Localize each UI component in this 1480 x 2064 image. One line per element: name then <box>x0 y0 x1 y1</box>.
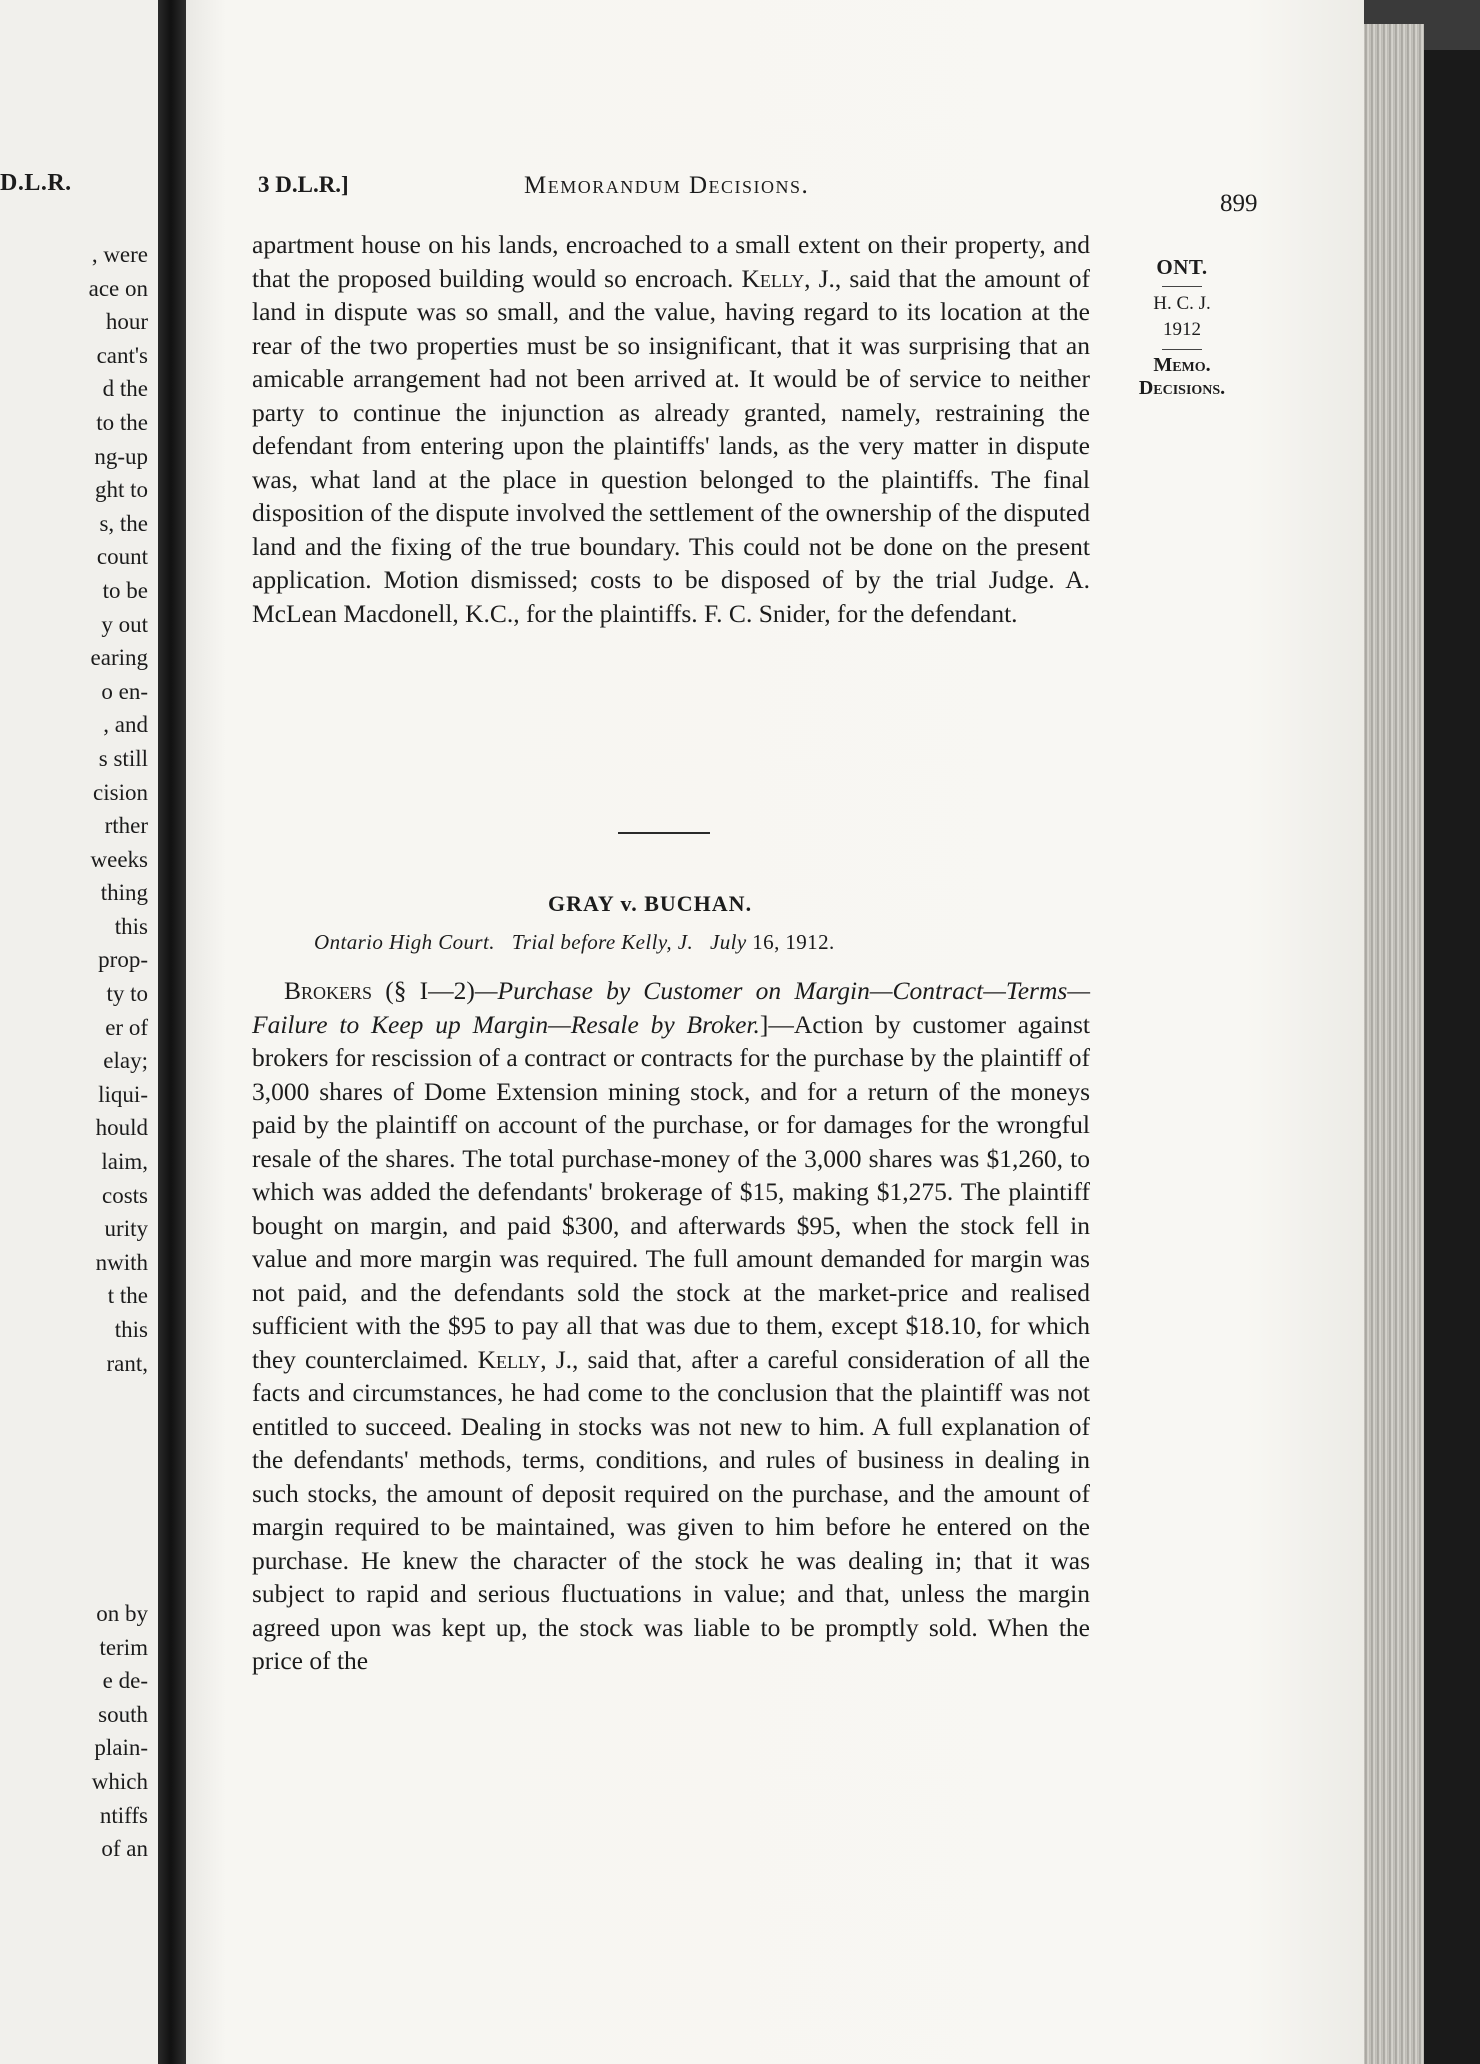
left-page-line: ght to <box>94 477 148 503</box>
continued-text-part2: , J., said that the amount of land in dispute was so small, and the value, having regard to its location at the rear of the two properties must be so insignificant, that it was surprising that an amicable arrangement had not been arrived at. It would be of service to neither party to continue the injunction as already granted, namely, restraining the defendant from entering upon the plaintiffs' lands, as the very matter in dispute was, what land at the place in question belonged to the plaintiffs. The final disposition of the dispute involved the settlement of the ownership of the disputed land and the fixing of the true boundary. This could not be done on the present application. Motion dismissed; costs to be disposed of by the trial Judge. A. McLean Macdonell, K.C., for the plaintiffs. F. C. Snider, for the defendant. <box>252 263 1090 628</box>
margin-divider <box>1162 286 1202 287</box>
left-page-line: ty to <box>106 981 148 1007</box>
left-page-line: , were <box>91 242 148 267</box>
left-page-line: which <box>91 1768 148 1794</box>
volume-reference: 3 D.L.R.] <box>258 172 349 197</box>
decision-date: 16, 1912. <box>752 930 835 954</box>
left-page-line: er of <box>105 1014 148 1040</box>
headnote-paragraph <box>252 974 1090 1678</box>
left-page-line: prop- <box>98 947 148 973</box>
decision-month: July <box>710 930 747 954</box>
left-page-line: to be <box>102 577 148 603</box>
continued-paragraph <box>252 228 1090 630</box>
left-page-line: laim, <box>101 1149 148 1175</box>
left-page-line: this <box>114 913 148 939</box>
left-page-line: ace on <box>88 275 148 301</box>
left-page-line: costs <box>102 1182 148 1208</box>
left-page-line: liqui- <box>98 1081 148 1107</box>
left-page-text-bottom <box>92 1597 148 1866</box>
judge-name: Kelly <box>741 263 805 293</box>
left-page-line: e de- <box>102 1668 148 1694</box>
section-title: Memorandum Decisions. <box>524 172 810 199</box>
left-page-line: earing <box>90 645 148 671</box>
left-page-line: y out <box>101 611 148 637</box>
left-page-line: of an <box>101 1836 148 1862</box>
book-gutter <box>158 0 186 2064</box>
left-page-line: south <box>98 1701 148 1727</box>
left-page-line: , and <box>103 712 148 738</box>
left-page-line: count <box>96 544 148 570</box>
left-page-line: s, the <box>99 510 148 536</box>
running-header <box>258 172 1258 217</box>
headnote-judge: Kelly <box>477 1344 541 1374</box>
left-page-line: this <box>114 1317 148 1342</box>
section-rule <box>618 832 710 834</box>
margin-note <box>1116 254 1248 400</box>
left-page-line: o en- <box>101 678 148 704</box>
left-page-line: urity <box>104 1216 148 1242</box>
left-facing-page <box>0 0 158 2064</box>
page-edges <box>1364 24 1424 2064</box>
left-page-line: thing <box>100 880 148 906</box>
left-page-line: nwith <box>95 1249 148 1275</box>
left-page-header: D.L.R. <box>0 170 72 196</box>
left-page-line: to the <box>96 409 148 435</box>
headnote-bracket: ] <box>759 1009 769 1039</box>
left-page-line: d the <box>102 376 148 402</box>
headnote-section: (§ I—2) <box>372 976 475 1005</box>
left-page-line: hould <box>95 1115 148 1141</box>
left-page-line: ntiffs <box>99 1802 148 1828</box>
headnote-body-2: , J., said that, after a careful consideration of all the facts and circumstances, he had come to the conclusion that the plaintiff was not entitled to succeed. Dealing in stocks was not new to him. A full explanation of the defendants' methods, terms, conditions, and rules of business in dealing in such stocks, the amount of deposit required on the purchase, and the amount of margin required to be maintained, was given to him before he entered on the purchase. He knew the character of the stock he was dealing in; that it was subject to rapid and serious fluctuations in value; and that, unless the margin agreed upon was kept up, the stock was liable to be promptly sold. When the price of the <box>252 1344 1090 1675</box>
left-page-line: hour <box>105 309 148 335</box>
case-title: GRAY v. BUCHAN. <box>548 891 753 916</box>
headnote-body-1: —Action by customer against brokers for rescission of a contract or contracts for the purchase by the plaintiff of 3,000 shares of Dome Extension mining stock, and for a return of the moneys paid by the plaintiff on account of the purchase, or for damages for the wrongful resale of the shares. The total purchase-money of the 3,000 shares was $1,260, to which was added the defendants' brokerage of $15, making $1,275. The plaintiff bought on margin, and paid $300, and afterwards $95, when the stock fell in value and more margin was required. The full amount demanded for margin was not paid, and the defendants sold the stock at the market-price and realised sufficient with the $95 to pay all that was due to them, except $18.10, for which they counterclaimed. <box>252 1009 1091 1374</box>
left-page-line: weeks <box>90 846 148 872</box>
margin-topic-2: Decisions. <box>1138 377 1226 399</box>
left-page-line: elay; <box>103 1048 148 1074</box>
left-page-line: rant, <box>106 1350 148 1376</box>
left-page-line: rther <box>104 813 148 839</box>
margin-year: 1912 <box>1163 319 1201 340</box>
margin-divider <box>1162 349 1202 350</box>
court-line <box>314 930 835 955</box>
page-number: 899 <box>1220 190 1258 217</box>
headnote-topic: Brokers <box>284 976 373 1005</box>
left-page-line: terim <box>99 1634 148 1660</box>
left-page-line: plain- <box>94 1735 148 1761</box>
dark-background <box>1424 50 1480 2064</box>
left-page-line: cision <box>93 779 148 805</box>
headnote-catchwords: —Purchase by Customer on Margin—Contract—Terms—Failure to Keep up Margin—Resale by Broker. <box>252 976 1090 1039</box>
margin-topic-1: Memo. <box>1153 354 1211 376</box>
left-page-line: cant's <box>96 342 148 368</box>
margin-jurisdiction: ONT. <box>1156 255 1208 279</box>
trial-judge: Trial before Kelly, J. <box>511 930 694 954</box>
left-page-line: on by <box>96 1601 148 1626</box>
left-page-line: s still <box>98 745 148 771</box>
continued-text-part1: apartment house on his lands, encroached to a small extent on their property, and that the proposed building would so encroach. <box>252 230 1090 293</box>
left-page-line: ng-up <box>94 443 148 469</box>
left-page-text-top <box>89 238 148 1380</box>
court-name: Ontario High Court. <box>314 930 495 954</box>
left-page-line: t the <box>107 1283 148 1309</box>
margin-court: H. C. J. <box>1153 293 1211 314</box>
